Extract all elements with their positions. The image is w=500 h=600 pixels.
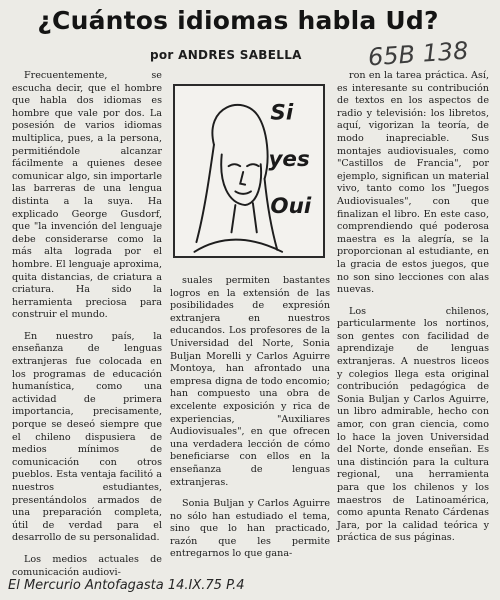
nose — [240, 172, 245, 185]
caption-word-si: Si — [270, 100, 294, 126]
text-column-1 — [12, 70, 162, 588]
shoulders — [194, 240, 282, 252]
hair-left — [196, 145, 214, 242]
article-byline: por ANDRES SABELLA — [150, 48, 302, 62]
illustration-drawing — [175, 86, 323, 256]
illustration-woman-speech — [173, 84, 325, 258]
paragraph: ron en la tarea práctica. Así, es interesante su contribución de textos en los aspectos de radio y televisión: los libretos, aquí, vigorizan la teoría, de modo inapreciable. Sus montajes audiovisuales, como "Castillos de Francia", por ejemplo, significan un material vivo, tanto como los "Juegos Audiovisuales", con que finalizan el libro. En este caso, comprendiendo qué poderosa maestra es la alegría, se la proporcionan al estudiante, en la gracia de estos juegos, que no son sino lecciones con alas nuevas. — [337, 70, 489, 296]
handwritten-annotation-top: 65B 138 — [367, 36, 470, 72]
left-eye — [229, 164, 241, 166]
paragraph: suales permiten bastantes logros en la extensión de las posibilidades de expresión extranjera en nuestros educandos. Los profesores de la Universidad del Norte, Sonia Buljan Morelli y Carlos Aguirre Montoya, han afrontado una empresa digna de todo encomio; han compuesto una obra de excelente exposición y rica de experiencias, "Auxiliares Audiovisuales", en que ofrecen una verdadera lección de cómo beneficiarse con ellos en la enseñanza de lenguas extranjeras. — [170, 275, 330, 488]
neck — [231, 203, 256, 232]
paragraph: Sonia Buljan y Carlos Aguirre no sólo han estudiado el tema, sino que lo han practicado, razón que les permite entregarnos lo que gana- — [170, 498, 330, 560]
paragraph: Los medios actuales de comunicación audiovi- — [12, 553, 162, 578]
paragraph: Los chilenos, particularmente los nortinos, son gentes con facilidad de aprendizaje de lenguas extranjeras. A nuestros liceos y colegios llega esta original contribución pedagógica de Sonia Buljan y Carlos Aguirre, un libro admirable, hecho con amor, con gran ciencia, como lo hace la joven Universidad del Norte, donde enseñan. Es una distinción para la cultura regional, una herramienta para que los chilenos y los maestros de Latinoamérica, como apunta Renato Cárdenas Jara, por la calidad teórica y práctica de sus páginas. — [337, 305, 489, 544]
caption-word-oui: Oui — [270, 193, 312, 219]
paragraph: Frecuentemente, se escucha decir, que el hombre que habla dos idiomas es hombre que vale por dos. La posesión de varios idiomas multiplica, pues, a la persona, permitiéndole alcanzar fácilmente a quienes desee comunicar algo, sin importarle las barreras de una lengua distinta a la suya. Ha explicado George Gusdorf, que "la invención del lenguaje debe considerarse como la más alta lograda por el hombre. El lenguaje aproxima, quita distancias, de criatura a criatura. Ha sido la herramienta preciosa para construir el mundo. — [12, 70, 163, 321]
caption-word-yes: yes — [268, 147, 310, 173]
text-column-3 — [337, 70, 489, 554]
paragraph: En nuestro país, la enseñanza de lenguas extranjeras fue colocada en los programas de educación humanística, como una actividad de primera importancia, precisamente, porque se deseó siempre que el chileno dispusiera de medios mínimos de comunicación con otros pueblos. Esta ventaja facilitó a nuestros estudiantes, presentándolos armados de una preparación completa, útil de verdad para el desarrollo de su personalidad. — [12, 330, 162, 544]
mouth — [235, 191, 251, 193]
right-eye — [247, 164, 259, 166]
article-headline: ¿Cuántos idiomas habla Ud? — [37, 6, 439, 35]
text-column-2 — [170, 275, 330, 570]
handwritten-source-annotation: El Mercurio Antofagasta 14.IX.75 P.4 — [8, 578, 245, 593]
